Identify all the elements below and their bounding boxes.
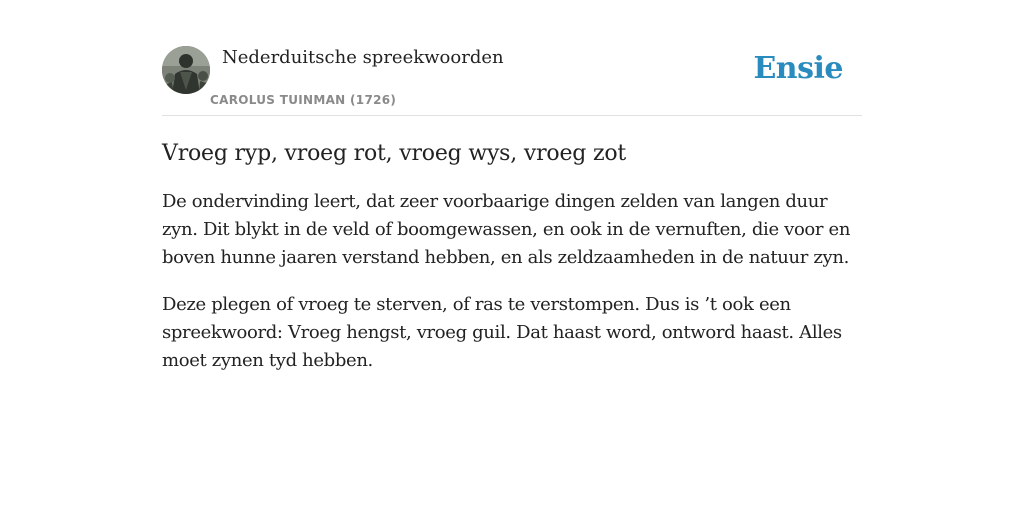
- author-name[interactable]: CAROLUS TUINMAN (1726): [210, 93, 397, 107]
- entry-body: [162, 188, 862, 375]
- entry-title: Vroeg ryp, vroeg rot, vroeg wys, vroeg zot: [162, 141, 627, 166]
- entry-card: [162, 46, 862, 375]
- entry-paragraph: Deze plegen of vroeg te sterven, of ras te verstompen. Dus is ’t ook een spreekwoord: Vroeg hengst, vroeg guil. Dat haast word, ontword haast. Alles moet zynen tyd hebben.: [162, 294, 842, 371]
- book-title[interactable]: Nederduitsche spreekwoorden: [222, 47, 504, 68]
- entry-paragraph: De ondervinding leert, dat zeer voorbaarige dingen zelden van langen duur zyn. Dit blykt in de veld of boomgewassen, en ook in de vernuften, die voor en boven hunne jaaren verstand hebben, en als zeldzaamheden in de natuur zyn.: [162, 191, 851, 268]
- brand-logo[interactable]: Ensie: [753, 51, 843, 86]
- author-avatar[interactable]: [162, 46, 210, 94]
- entry-header: [162, 46, 862, 116]
- author-portrait-icon: [162, 46, 210, 94]
